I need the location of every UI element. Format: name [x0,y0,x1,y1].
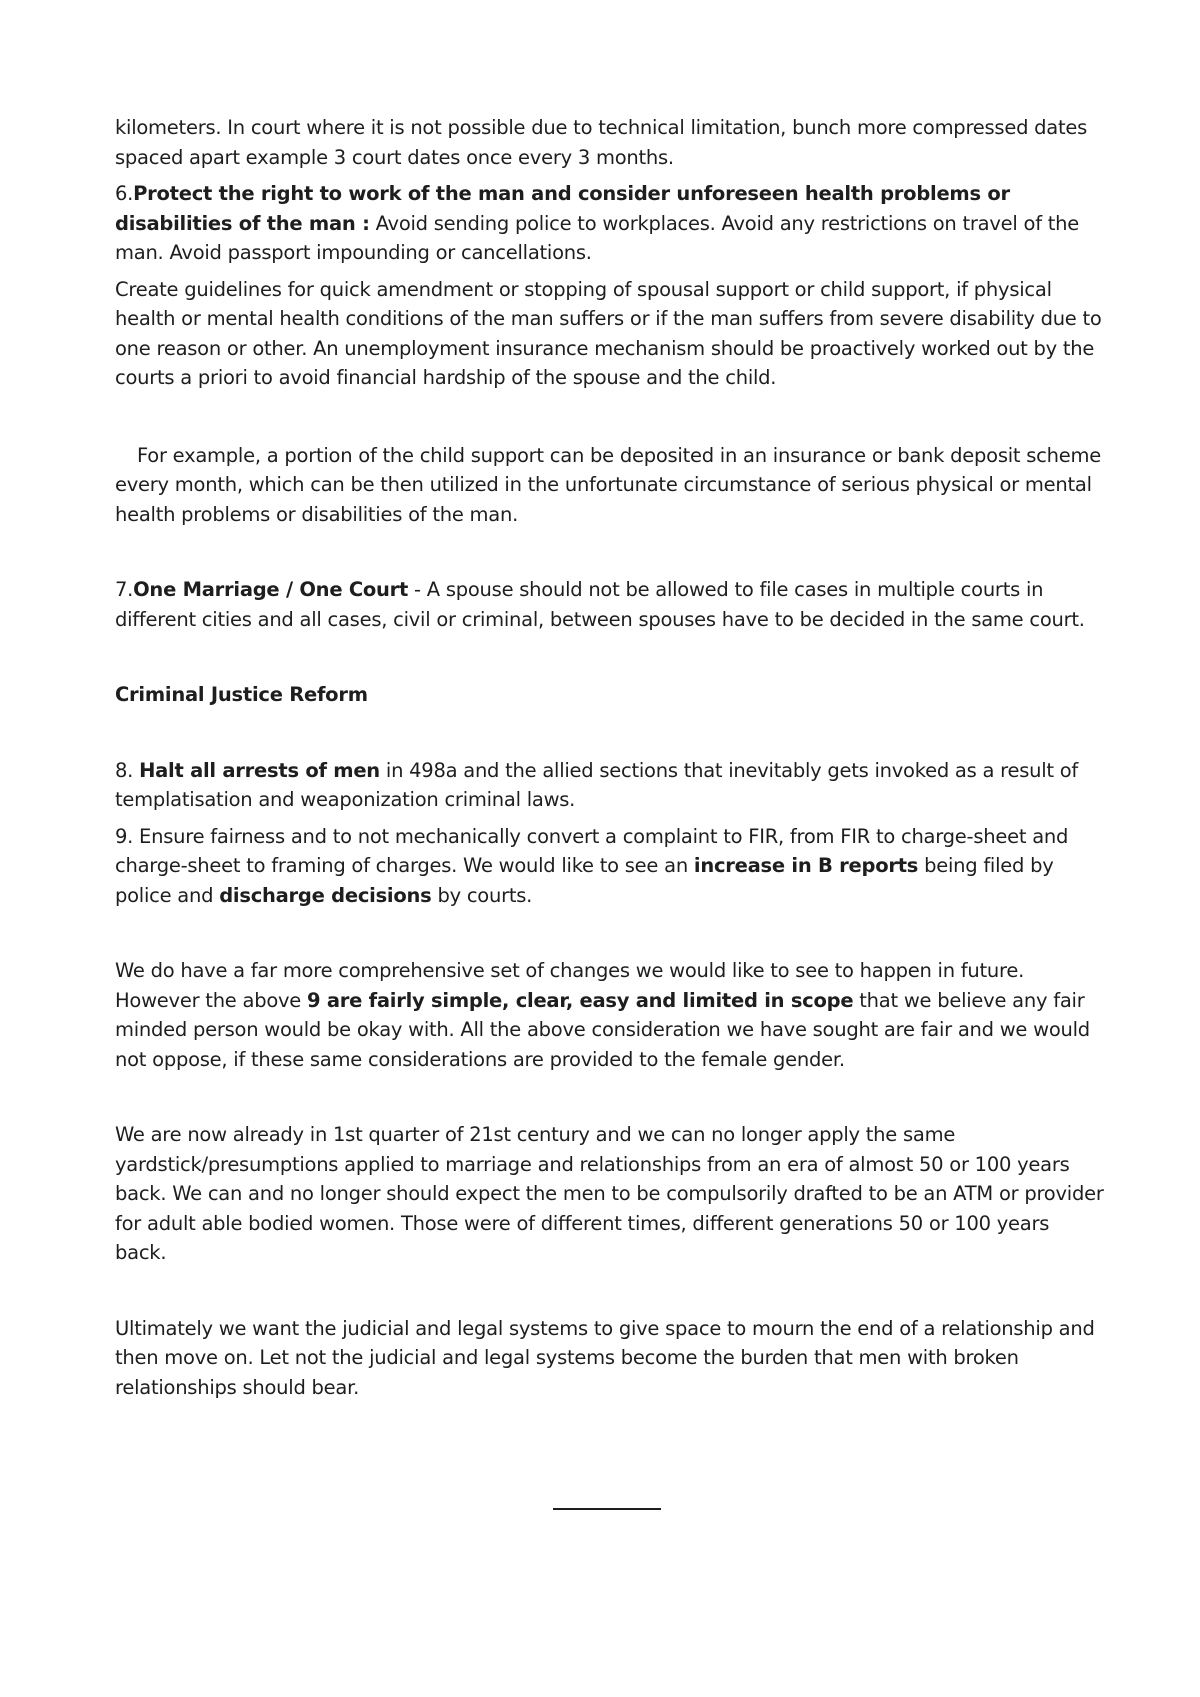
point-9-bold-discharge: discharge decisions [219,883,432,907]
point-8-number: 8. [115,758,140,782]
section-heading-criminal-justice: Criminal Justice Reform [115,683,368,706]
paragraph-example: For example, a portion of the child support can be deposited in an insurance or bank deposit scheme every month, which can be then utilized in the unfortunate circumstance of serious physical or mental health problems or disabilities of the man. [115,443,1101,526]
point-6-number: 6. [115,182,134,205]
paragraph-point-7 [115,575,1105,634]
end-of-document-rule [553,1508,661,1510]
changes-text-b: that we believe any fair minded person would be okay with. All the above consideration we have sought are fair and we would not oppose, if these same considerations are provided to the female gender. [115,988,1090,1071]
point-9-text-c: by courts. [431,883,533,907]
point-9-text-b: being filed by police and [115,854,1054,907]
changes-bold: 9 are fairly simple, clear, easy and limited in scope [307,988,854,1012]
changes-text-a: We do have a far more comprehensive set of changes we would like to see to happen in future. However the above [115,959,1025,1012]
paragraph-conclusion: Ultimately we want the judicial and legal systems to give space to mourn the end of a relationship and then move on. Let not the judicial and legal systems become the burden that men with broken relationships should bear. [115,1316,1095,1399]
paragraph-21st-century: We are now already in 1st quarter of 21st century and we can no longer apply the same yardstick/presumptions applied to marriage and relationships from an era of almost 50 or 100 years back. We can and no longer should expect the men to be compulsorily drafted to be an ATM or provider for adult able bodied women. Those were of different times, different generations 50 or 100 years back. [115,1123,1104,1264]
point-6-title: Protect the right to work of the man and consider unforeseen health problems or disabilities of the man : [115,182,1010,235]
point-7-text: - A spouse should not be allowed to file cases in multiple courts in different cities and all cases, civil or criminal, between spouses have to be decided in the same court. [115,578,1085,631]
point-7-number: 7. [115,578,134,601]
point-9-text-a: 9. Ensure fairness and to not mechanically convert a complaint to FIR, from FIR to charge-sheet and charge-sheet to framing of charges. We would like to see an [115,824,1069,877]
point-8-title: Halt all arrests of men [139,758,380,782]
paragraph-point-8 [115,756,1105,815]
paragraph-comprehensive-changes [115,956,1105,1074]
point-8-text: in 498a and the allied sections that inevitably gets invoked as a result of templatisation and weaponization criminal laws. [115,758,1079,811]
point-6-text: Avoid sending police to workplaces. Avoid any restrictions on travel of the man. Avoid passport impounding or cancellations. [115,211,1080,264]
paragraph-court-dates: kilometers. In court where it is not possible due to technical limitation, bunch more compressed dates spaced apart example 3 court dates once every 3 months. [115,116,1088,169]
paragraph-point-9 [115,822,1105,911]
paragraph-point-6 [115,179,1105,268]
document-body [115,113,1105,1402]
point-7-title: One Marriage / One Court [133,578,409,601]
point-9-bold-b-reports: increase in B reports [693,854,919,877]
paragraph-support-guidelines: Create guidelines for quick amendment or stopping of spousal support or child support, if physical health or mental health conditions of the man suffers or if the man suffers from severe disability due to one reason or other. An unemployment insurance mechanism should be proactively worked out by the courts a priori to avoid financial hardship of the spouse and the child. [115,277,1102,389]
